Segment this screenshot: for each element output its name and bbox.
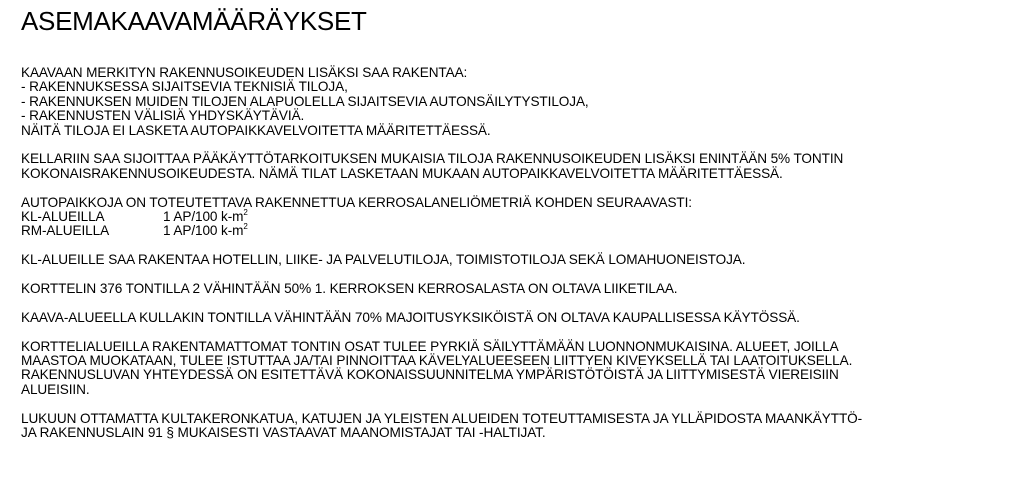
text-line: NÄITÄ TILOJA EI LASKETA AUTOPAIKKAVELVOITETTA MÄÄRITETTÄESSÄ.	[21, 122, 491, 138]
text-line: - RAKENNUSTEN VÄLISIÄ YHDYSKÄYTÄVIÄ.	[21, 108, 305, 124]
text-line: LUKUUN OTTAMATTA KULTAKERONKATUA, KATUJEN JA YLEISTEN ALUEIDEN TOTEUTTAMISESTA JA YLLÄPIDOSTA MAANKÄYTTÖ-	[21, 410, 863, 426]
paragraph-parking-requirements	[21, 196, 1016, 239]
text-line: KORTTELIALUEILLA RAKENTAMATTOMAT TONTIN OSAT TULEE PYRKIÄ SÄILYTTÄMÄÄN LUONNONMUKAISINA. ALUEET, JOILLA	[21, 338, 839, 354]
paragraph-basement	[21, 152, 1016, 181]
text-line: KELLARIIN SAA SIJOITTAA PÄÄKÄYTTÖTARKOITUKSEN MUKAISIA TILOJA RAKENNUSOIKEUDEN LISÄKSI ENINTÄÄN 5% TONTIN	[21, 151, 844, 167]
paragraph-block-376	[21, 282, 1016, 296]
text-line: - RAKENNUKSESSA SIJAITSEVIA TEKNISIÄ TILOJA,	[21, 79, 348, 95]
text-line: KORTTELIN 376 TONTILLA 2 VÄHINTÄÄN 50% 1. KERROKSEN KERROSALASTA ON OLTAVA LIIKETILAA.	[21, 281, 678, 297]
text-line: JA RAKENNUSLAIN 91 § MUKAISESTI VASTAAVAT MAANOMISTAJAT TAI -HALTIJAT.	[21, 425, 546, 441]
parking-rate-row	[21, 221, 1016, 239]
regulations-body	[21, 66, 1016, 455]
text-line: - RAKENNUKSEN MUIDEN TILOJEN ALAPUOLELLA SIJAITSEVIA AUTONSÄILYTYSTILOJA,	[21, 93, 589, 109]
paragraph-kl-uses	[21, 253, 1016, 267]
text-line: KOKONAISRAKENNUSOIKEUDESTA. NÄMÄ TILAT LASKETAAN MUKAAN AUTOPAIKKAVELVOITETTA MÄÄRITETTÄESSÄ.	[21, 165, 783, 181]
parking-rate-area: KL-ALUEILLA	[21, 209, 105, 225]
paragraph-accommodation-units	[21, 311, 1016, 325]
text-line: KAAVAAN MERKITYN RAKENNUSOIKEUDEN LISÄKSI SAA RAKENTAA:	[21, 65, 468, 80]
parking-rate-unit-superscript: 2	[243, 221, 248, 231]
text-line: ALUEISIIN.	[21, 381, 90, 397]
page-title: ASEMAKAAVAMÄÄRÄYKSET	[21, 6, 367, 36]
paragraph-additional-building-rights	[21, 66, 1016, 138]
text-line: RAKENNUSLUVAN YHTEYDESSÄ ON ESITETTÄVÄ KOKONAISSUUNNITELMA YMPÄRISTÖTÖISTÄ JA LIITTYMISESTÄ VIEREISIIN	[21, 367, 839, 383]
paragraph-unbuilt-areas	[21, 340, 1016, 398]
text-line: KAAVA-ALUEELLA KULLAKIN TONTILLA VÄHINTÄÄN 70% MAJOITUSYKSIKÖISTÄ ON OLTAVA KAUPALLISESSA KÄYTÖSSÄ.	[21, 309, 800, 325]
parking-rate-area: RM-ALUEILLA	[21, 223, 110, 239]
text-line: KL-ALUEILLE SAA RAKENTAA HOTELLIN, LIIKE- JA PALVELUTILOJA, TOIMISTOTILOJA SEKÄ LOMAHUONEISTOJA.	[21, 252, 746, 268]
parking-rate-value: 1 AP/100 k-m	[163, 209, 244, 225]
parking-rate-unit-superscript: 2	[243, 207, 248, 217]
parking-rate-row	[21, 207, 1016, 225]
parking-rate-value: 1 AP/100 k-m	[163, 223, 244, 239]
paragraph-street-maintenance	[21, 412, 1016, 441]
text-line: AUTOPAIKKOJA ON TOTEUTETTAVA RAKENNETTUA KERROSALANELIÖMETRIÄ KOHDEN SEURAAVASTI:	[21, 194, 692, 210]
text-line: MAASTOA MUOKATAAN, TULEE ISTUTTAA JA/TAI PINNOITTAA KÄVELYALUEESEEN LIITTYEN KIVEYKSELLÄ TAI LAATOITUKSELLA.	[21, 353, 853, 369]
